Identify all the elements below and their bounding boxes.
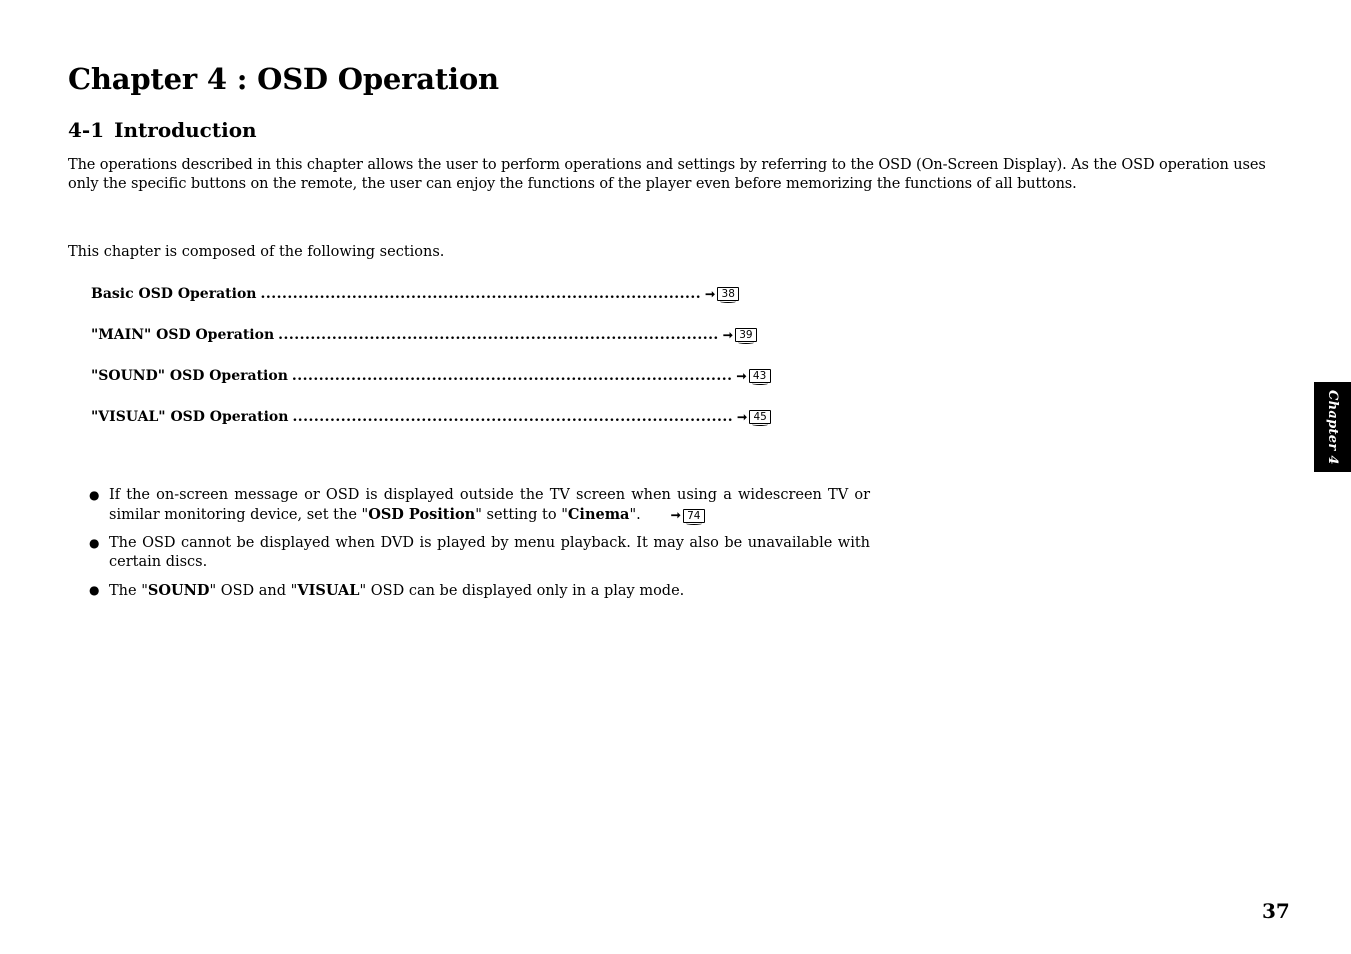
- intro-paragraph: The operations described in this chapter allows the user to perform operations and settings by referring to the OSD (On-Screen Display). As the OSD operation uses only the specific buttons on the remote, the user can enjoy the functions of the player even before memorizing the functions of all buttons.: [68, 157, 1266, 192]
- notes-list: [88, 486, 870, 610]
- note-bold-visual: VISUAL: [297, 582, 360, 599]
- page-number: 37: [1262, 899, 1290, 923]
- bullet-icon: ●: [89, 536, 100, 550]
- note-text: " OSD and ": [209, 583, 298, 599]
- toc-leader-dots: ..................................................................................: [292, 409, 734, 425]
- chapter-title: Chapter 4 : OSD Operation: [68, 62, 499, 96]
- note-bold-setting: OSD Position: [368, 506, 476, 523]
- chapter-side-tab-label: Chapter 4: [1325, 389, 1340, 465]
- section-title: Introduction: [114, 118, 257, 142]
- page-reference-icon: 74: [683, 509, 705, 523]
- section-heading: [68, 118, 257, 142]
- toc-leader-dots: ..................................................................................: [278, 327, 719, 343]
- page-reference-icon: 43: [749, 369, 771, 383]
- page-reference-icon: 45: [749, 410, 771, 424]
- arrow-right-icon: ➞: [736, 369, 747, 383]
- toc-item-label: "MAIN" OSD Operation: [91, 327, 275, 343]
- arrow-right-icon: ➞: [737, 410, 748, 424]
- toc-item-label: Basic OSD Operation: [91, 286, 257, 302]
- note-text: The OSD cannot be displayed when DVD is played by menu playback. It may also be unavailable with certain discs.: [109, 535, 870, 570]
- bullet-icon: ●: [89, 583, 100, 597]
- page-reference-icon: 39: [735, 328, 757, 342]
- note-page-reference[interactable]: [671, 507, 705, 523]
- note-bold-sound: SOUND: [147, 582, 210, 599]
- toc-leader-dots: ..................................................................................: [260, 286, 702, 302]
- note-osd-position: [88, 486, 870, 525]
- note-menu-playback: [88, 534, 870, 572]
- toc-leader-dots: ..................................................................................: [291, 368, 733, 384]
- note-text: ".: [629, 507, 641, 523]
- chapter-side-tab: [1314, 382, 1351, 472]
- bullet-icon: ●: [89, 488, 100, 502]
- note-text: " setting to ": [475, 507, 568, 523]
- section-number: 4-1: [68, 118, 105, 142]
- page-reference-icon: 38: [717, 287, 739, 301]
- note-bold-value: Cinema: [567, 506, 630, 523]
- arrow-right-icon: ➞: [670, 508, 681, 522]
- note-play-mode: [88, 581, 870, 601]
- toc-item-visual-osd[interactable]: [91, 407, 767, 427]
- sections-intro-text: This chapter is composed of the following sections.: [68, 244, 445, 260]
- toc-item-label: "VISUAL" OSD Operation: [91, 409, 289, 425]
- toc-item-basic-osd[interactable]: [91, 284, 735, 304]
- note-text: If the on-screen message or OSD is displayed outside the TV screen when using a widescreen TV or similar monitoring device, set the ": [109, 487, 870, 523]
- note-text: " OSD can be displayed only in a play mode.: [359, 583, 685, 599]
- arrow-right-icon: ➞: [722, 328, 733, 342]
- toc-item-label: "SOUND" OSD Operation: [91, 368, 288, 384]
- toc-item-sound-osd[interactable]: [91, 366, 767, 386]
- arrow-right-icon: ➞: [705, 287, 716, 301]
- toc-item-main-osd[interactable]: [91, 325, 753, 345]
- note-text: The ": [109, 583, 148, 599]
